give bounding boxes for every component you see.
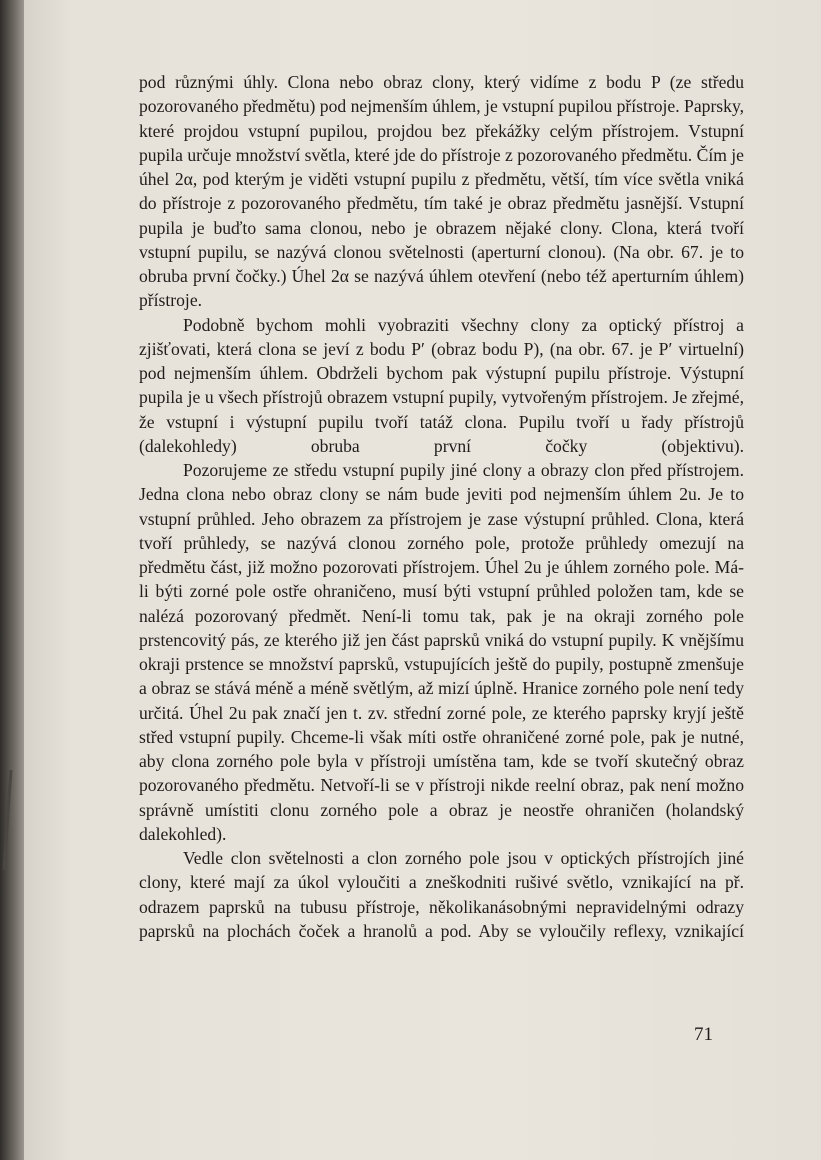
page-number: 71 [694, 1024, 713, 1045]
paragraph-3: Pozorujeme ze středu vstupní pupily jiné clony a obrazy clon před přístrojem. Jedna clona nebo obraz clony se nám bude jeviti pod nejmenším úhlem 2u. Je to vstupní průhled. Jeho obrazem za přístrojem je zase výstupní průhled. Clona, která tvoří průhledy, se nazývá clonou zorného pole, protože průhledy omezují na předmětu část, již možno pozorovati přístrojem. Úhel 2u je úhlem zorného pole. Má-li býti zorné pole ostře ohraničeno, musí býti vstupní průhled položen tam, kde se nalézá pozorovaný předmět. Není-li tomu tak, pak je na okraji zorného pole prstencovitý pás, ze kterého již jen část paprsků vniká do vstupní pupily. K vnějšímu okraji prstence se množství paprsků, vstupujících ještě do pupily, postupně zmenšuje a obraz se stává méně a méně světlým, až mizí úplně. Hranice zorného pole není tedy určitá. Úhel 2u pak značí jen t. zv. střední zorné pole, ze kterého paprsky kryjí ještě střed vstupní pupily. Chceme-li však míti ostře ohraničené zorné pole, pak je nutné, aby clona zorného pole byla v přístroji umístěna tam, kde se tvoří skutečný obraz pozorovaného předmětu. Netvoří-li se v přístroji nikde reelní obraz, pak není možno správně umístiti clonu zorného pole a obraz je neostře ohraničen (holandský dalekohled). [139, 460, 744, 844]
body-text [139, 70, 744, 943]
book-page [24, 0, 821, 1160]
paragraph-2: Podobně bychom mohli vyobraziti všechny clony za optický přístroj a zjišťovati, která clona se jeví z bodu P′ (obraz bodu P), (na obr. 67. je P′ virtuelní) pod nejmenším úhlem. Obdrželi bychom pak výstupní pupilu přístroje. Výstupní pupila je u všech přístrojů obrazem vstupní pupily, vytvořeným přístrojem. Je zřejmé, že vstupní i výstupní pupilu tvoří tatáž clona. Pupilu tvoří u řady přístrojů (dalekohledy) obruba první čočky (objektivu). [139, 314, 744, 456]
paragraph-1: pod různými úhly. Clona nebo obraz clony, který vidíme z bodu P (ze středu pozorovaného předmětu) pod nejmenším úhlem, je vstupní pupilou přístroje. Paprsky, které projdou vstupní pupilou, projdou bez překážky celým přístrojem. Vstupní pupila určuje množství světla, které jde do přístroje z pozorovaného předmětu. Čím je úhel 2α, pod kterým je viděti vstupní pupilu z předmětu, větší, tím více světla vniká do přístroje z pozorovaného předmětu, tím také je obraz předmětu jasnější. Vstupní pupila je buďto sama clonou, nebo je obrazem nějaké clony. Clona, která tvoří vstupní pupilu, se nazývá clonou světelnosti (aperturní clonou). (Na obr. 67. je to obruba první čočky.) Úhel 2α se nazývá úhlem otevření (nebo též aperturním úhlem) přístroje. [139, 72, 744, 311]
paragraph-4: Vedle clon světelnosti a clon zorného pole jsou v optických přístrojích jiné clony, které mají za úkol vyloučiti a zneškodniti rušivé světlo, vznikající na př. odrazem paprsků na tubusu přístroje, několikanásobnými nepravidelnými odrazy paprsků na plochách čoček a hranolů a pod. Aby se vyloučily reflexy, vznikající [139, 848, 744, 941]
